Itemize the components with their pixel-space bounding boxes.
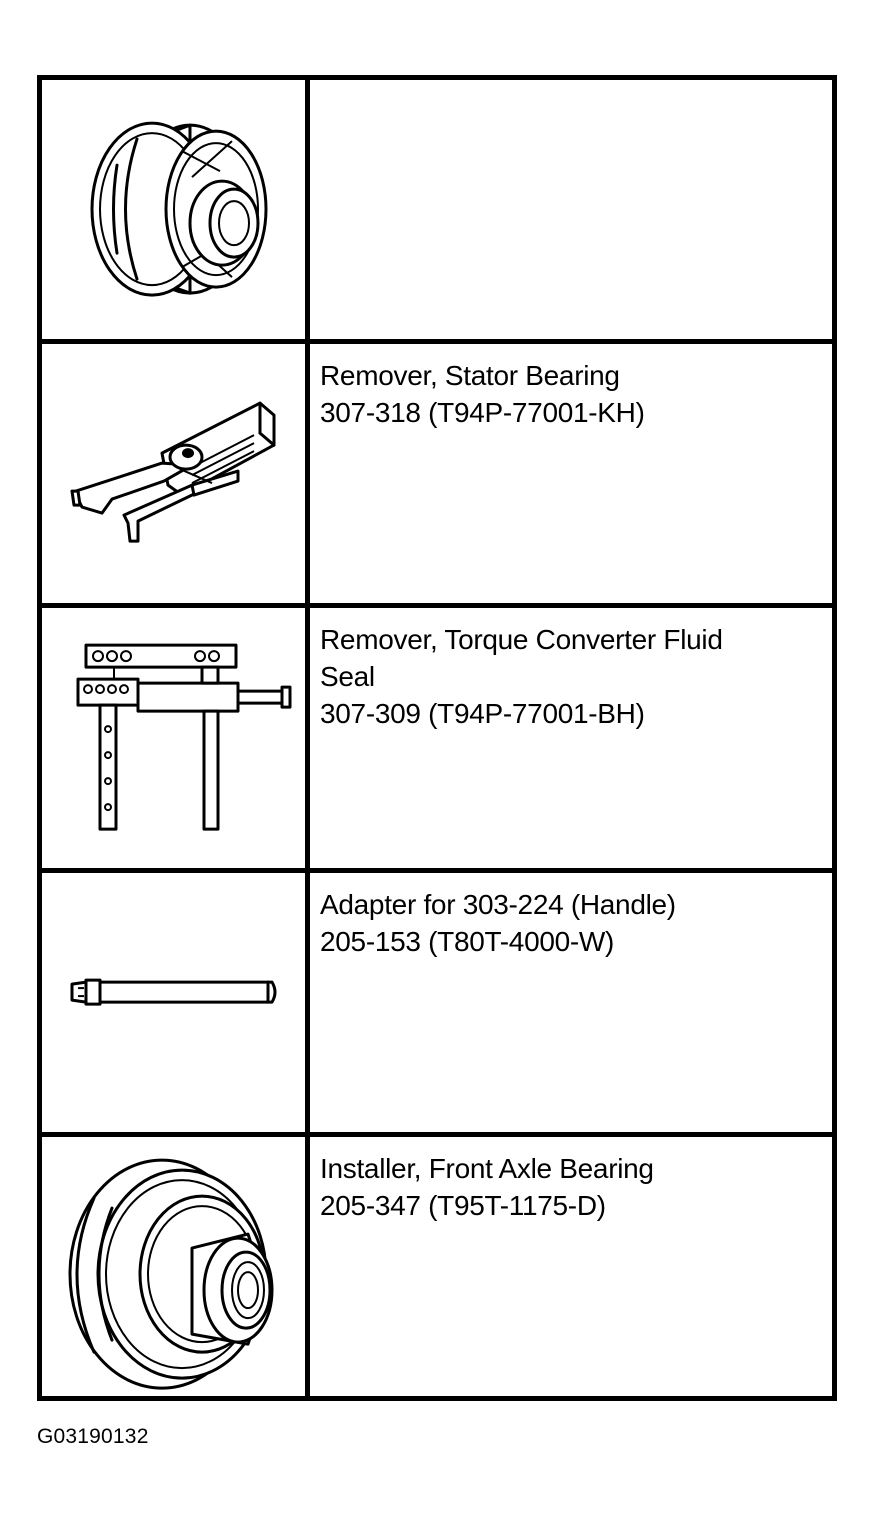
- bearing-cup-icon: [42, 80, 305, 339]
- tool-description-cell: [310, 608, 832, 867]
- tool-image-cell: [42, 80, 305, 339]
- tool-number: 205-153 (T80T-4000-W): [320, 925, 615, 957]
- figure-id: G03190132: [37, 1425, 149, 1448]
- tool-name: Installer, Front Axle Bearing: [320, 1152, 654, 1184]
- tool-name: Adapter for 303-224 (Handle): [320, 888, 676, 920]
- tool-description-cell: [310, 873, 832, 1132]
- tool-image-cell: [42, 608, 305, 867]
- stator-bearing-remover-icon: [42, 344, 305, 603]
- tool-description-cell: [310, 80, 832, 339]
- tool-number: 307-309 (T94P-77001-BH): [320, 698, 645, 730]
- special-tools-table: [37, 75, 837, 1401]
- tool-number: 205-347 (T95T-1175-D): [320, 1189, 606, 1221]
- tool-description-cell: [310, 344, 832, 603]
- tool-image-cell: [42, 873, 305, 1132]
- tool-name: Remover, Stator Bearing: [320, 360, 620, 392]
- tool-image-cell: [42, 1137, 305, 1396]
- handle-adapter-rod-icon: [42, 873, 305, 1132]
- seal-remover-puller-icon: [42, 608, 305, 867]
- tool-number: 307-318 (T94P-77001-KH): [320, 397, 645, 429]
- axle-bearing-installer-icon: [42, 1137, 305, 1396]
- tool-description-cell: [310, 1137, 832, 1396]
- tool-name-continued: Seal: [320, 661, 375, 693]
- tool-name: Remover, Torque Converter Fluid: [320, 624, 723, 656]
- tool-image-cell: [42, 344, 305, 603]
